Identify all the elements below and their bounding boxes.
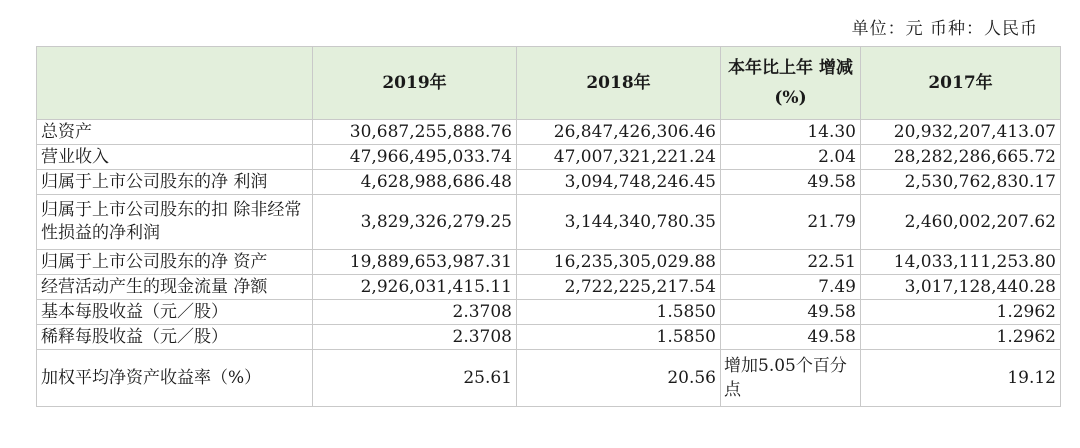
row-label: 稀释每股收益（元／股） xyxy=(37,325,313,350)
cell-2017: 20,932,207,413.07 xyxy=(861,120,1061,145)
cell-2017: 1.2962 xyxy=(861,325,1061,350)
cell-2019: 30,687,255,888.76 xyxy=(313,120,517,145)
row-label: 营业收入 xyxy=(37,145,313,170)
cell-2019: 2.3708 xyxy=(313,325,517,350)
table-row xyxy=(37,300,1061,325)
header-change-percent: 本年比上年 增减(%) xyxy=(721,47,861,120)
cell-2019: 2.3708 xyxy=(313,300,517,325)
row-label: 归属于上市公司股东的扣 除非经常性损益的净利润 xyxy=(37,195,313,250)
cell-2017: 19.12 xyxy=(861,350,1061,407)
cell-change: 49.58 xyxy=(721,325,861,350)
cell-change: 49.58 xyxy=(721,170,861,195)
cell-2017: 1.2962 xyxy=(861,300,1061,325)
cell-2019: 25.61 xyxy=(313,350,517,407)
header-2018: 2018年 xyxy=(517,47,721,120)
cell-2018: 26,847,426,306.46 xyxy=(517,120,721,145)
cell-2017: 14,033,111,253.80 xyxy=(861,250,1061,275)
cell-2019: 4,628,988,686.48 xyxy=(313,170,517,195)
cell-2019: 19,889,653,987.31 xyxy=(313,250,517,275)
table-row xyxy=(37,350,1061,407)
header-label-column xyxy=(37,47,313,120)
table-row xyxy=(37,325,1061,350)
cell-2019: 3,829,326,279.25 xyxy=(313,195,517,250)
header-2017: 2017年 xyxy=(861,47,1061,120)
table-row xyxy=(37,250,1061,275)
cell-2017: 2,530,762,830.17 xyxy=(861,170,1061,195)
cell-2018: 16,235,305,029.88 xyxy=(517,250,721,275)
row-label: 经营活动产生的现金流量 净额 xyxy=(37,275,313,300)
table-row xyxy=(37,170,1061,195)
row-label: 加权平均净资产收益率（%） xyxy=(37,350,313,407)
cell-2019: 47,966,495,033.74 xyxy=(313,145,517,170)
row-label: 归属于上市公司股东的净 资产 xyxy=(37,250,313,275)
cell-2017: 28,282,286,665.72 xyxy=(861,145,1061,170)
cell-2018: 3,144,340,780.35 xyxy=(517,195,721,250)
header-row xyxy=(37,47,1061,120)
financial-indicators-table xyxy=(36,46,1061,407)
table-row xyxy=(37,120,1061,145)
cell-2018: 1.5850 xyxy=(517,300,721,325)
cell-change: 14.30 xyxy=(721,120,861,145)
table-row xyxy=(37,195,1061,250)
row-label: 基本每股收益（元／股） xyxy=(37,300,313,325)
cell-change: 49.58 xyxy=(721,300,861,325)
cell-change: 22.51 xyxy=(721,250,861,275)
cell-2018: 1.5850 xyxy=(517,325,721,350)
row-label: 归属于上市公司股东的净 利润 xyxy=(37,170,313,195)
table-header xyxy=(37,47,1061,120)
cell-2018: 20.56 xyxy=(517,350,721,407)
table-body xyxy=(37,120,1061,407)
cell-change: 7.49 xyxy=(721,275,861,300)
table-row xyxy=(37,145,1061,170)
cell-2018: 47,007,321,221.24 xyxy=(517,145,721,170)
table-row xyxy=(37,275,1061,300)
cell-2019: 2,926,031,415.11 xyxy=(313,275,517,300)
cell-change: 2.04 xyxy=(721,145,861,170)
cell-2018: 3,094,748,246.45 xyxy=(517,170,721,195)
unit-currency-note: 单位：元 币种：人民币 xyxy=(851,19,1038,39)
cell-2017: 2,460,002,207.62 xyxy=(861,195,1061,250)
cell-change: 21.79 xyxy=(721,195,861,250)
cell-change: 增加5.05个百分点 xyxy=(721,350,861,407)
cell-2017: 3,017,128,440.28 xyxy=(861,275,1061,300)
row-label: 总资产 xyxy=(37,120,313,145)
header-2019: 2019年 xyxy=(313,47,517,120)
cell-2018: 2,722,225,217.54 xyxy=(517,275,721,300)
